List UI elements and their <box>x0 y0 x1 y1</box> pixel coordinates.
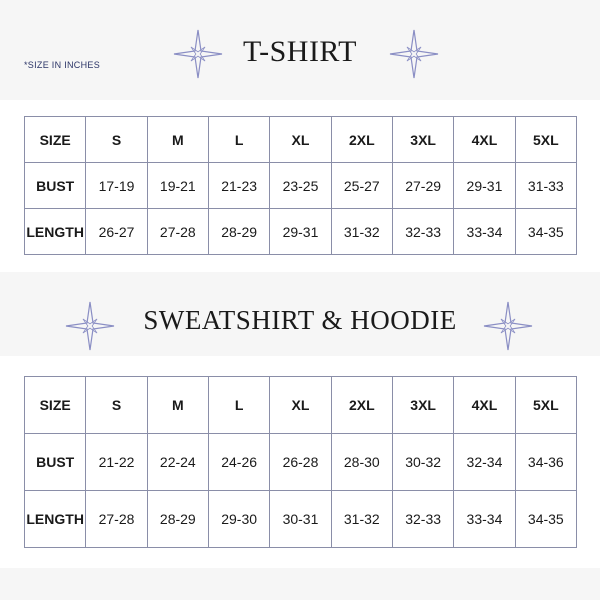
table-cell: M <box>147 117 208 163</box>
table-cell: 5XL <box>515 117 576 163</box>
table-cell: 27-28 <box>147 209 208 255</box>
table-cell: XL <box>270 377 331 434</box>
sparkle-star-icon <box>388 28 440 80</box>
footer-band <box>0 568 600 600</box>
table-cell: 31-33 <box>515 163 576 209</box>
table-cell: 19-21 <box>147 163 208 209</box>
table-cell: 24-26 <box>208 434 269 491</box>
tshirt-title: T-SHIRT <box>243 35 357 68</box>
table-header-row <box>25 377 577 434</box>
table-cell: XL <box>270 117 331 163</box>
sweatshirt-title: SWEATSHIRT & HOODIE <box>143 305 457 335</box>
table-cell: 33-34 <box>454 491 515 548</box>
table-cell: 3XL <box>392 377 453 434</box>
table-cell: 26-27 <box>86 209 147 255</box>
table-cell: 32-33 <box>392 491 453 548</box>
table-cell: 5XL <box>515 377 576 434</box>
table-cell: 27-28 <box>86 491 147 548</box>
table-cell: S <box>86 117 147 163</box>
table-cell: 27-29 <box>392 163 453 209</box>
table-cell: 32-33 <box>392 209 453 255</box>
table-row <box>25 434 577 491</box>
table-cell: S <box>86 377 147 434</box>
table-cell: 21-22 <box>86 434 147 491</box>
table-cell: SIZE <box>25 117 86 163</box>
sparkle-star-icon <box>64 300 116 352</box>
table-cell: 30-32 <box>392 434 453 491</box>
table-header-row <box>25 117 577 163</box>
table-cell: 31-32 <box>331 491 392 548</box>
table-cell: 4XL <box>454 117 515 163</box>
table-cell: 33-34 <box>454 209 515 255</box>
table-cell: 25-27 <box>331 163 392 209</box>
table-cell: 29-31 <box>454 163 515 209</box>
sweatshirt-size-table <box>24 376 577 548</box>
table-cell: 28-29 <box>147 491 208 548</box>
table-cell: 32-34 <box>454 434 515 491</box>
table-row <box>25 163 577 209</box>
row-label: BUST <box>25 163 86 209</box>
table-cell: 28-29 <box>208 209 269 255</box>
table-cell: 2XL <box>331 377 392 434</box>
sparkle-star-icon <box>482 300 534 352</box>
table-cell: 28-30 <box>331 434 392 491</box>
row-label: LENGTH <box>25 491 86 548</box>
table-cell: 2XL <box>331 117 392 163</box>
table-cell: 30-31 <box>270 491 331 548</box>
table-cell: 22-24 <box>147 434 208 491</box>
table-cell: SIZE <box>25 377 86 434</box>
table-cell: 34-35 <box>515 491 576 548</box>
sparkle-star-icon <box>172 28 224 80</box>
table-cell: 23-25 <box>270 163 331 209</box>
table-cell: L <box>208 377 269 434</box>
table-cell: 34-35 <box>515 209 576 255</box>
table-cell: M <box>147 377 208 434</box>
table-cell: 29-31 <box>270 209 331 255</box>
table-cell: 31-32 <box>331 209 392 255</box>
table-cell: 3XL <box>392 117 453 163</box>
table-cell: L <box>208 117 269 163</box>
table-cell: 26-28 <box>270 434 331 491</box>
row-label: BUST <box>25 434 86 491</box>
table-cell: 34-36 <box>515 434 576 491</box>
tshirt-size-table <box>24 116 577 255</box>
table-row <box>25 491 577 548</box>
table-row <box>25 209 577 255</box>
table-cell: 4XL <box>454 377 515 434</box>
table-cell: 29-30 <box>208 491 269 548</box>
row-label: LENGTH <box>25 209 86 255</box>
table-cell: 21-23 <box>208 163 269 209</box>
units-note: *SIZE IN INCHES <box>24 60 101 70</box>
table-cell: 17-19 <box>86 163 147 209</box>
